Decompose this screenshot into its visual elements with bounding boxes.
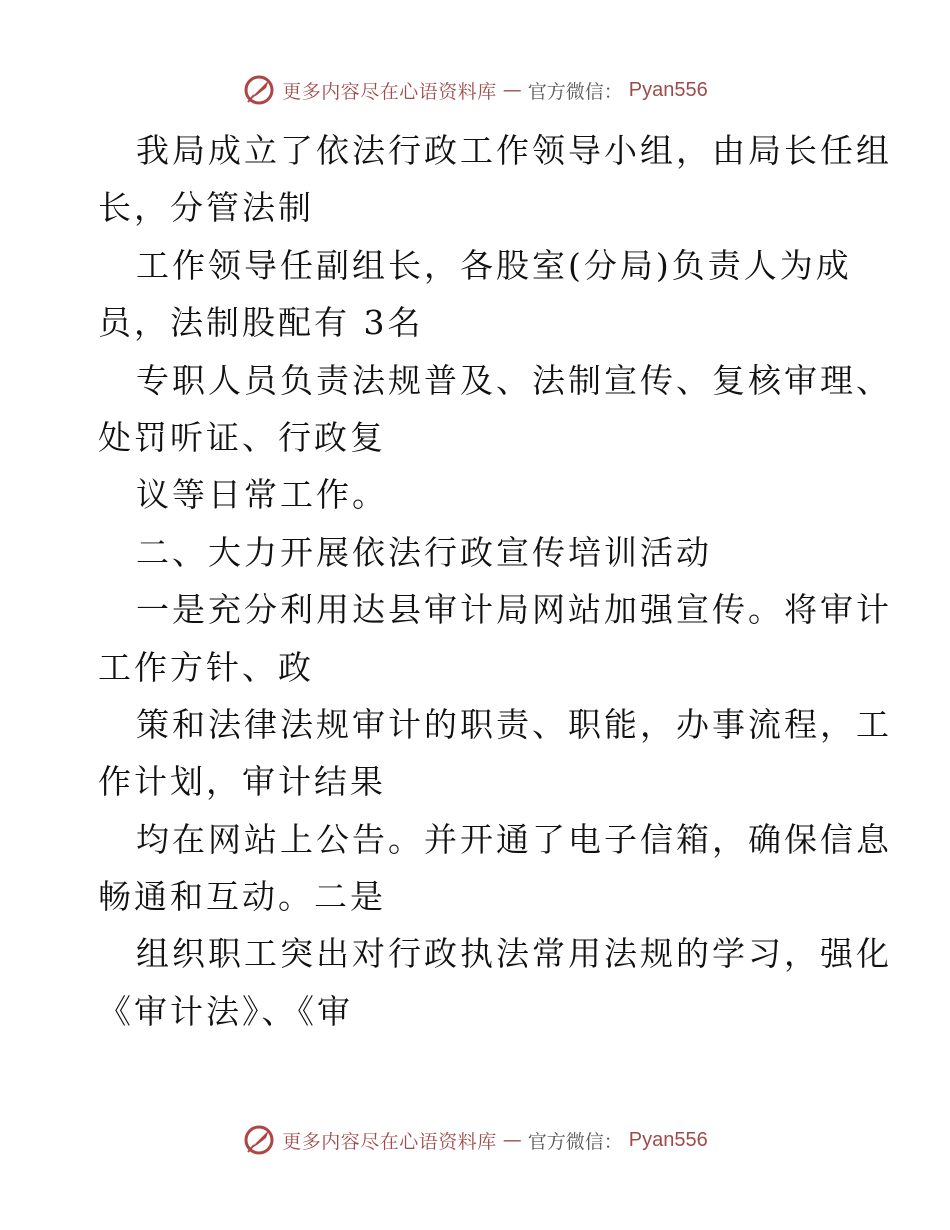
watermark-wechat-id: Pyan556 — [628, 1128, 708, 1151]
text-line: 长，分管法制 — [98, 188, 314, 228]
text-line: 组织职工突出对行政执法常用法规的学习，强化 — [136, 934, 892, 974]
watermark-separator: — — [502, 1129, 522, 1151]
watermark-separator: — — [502, 79, 522, 101]
watermark-wechat-id: Pyan556 — [628, 78, 708, 101]
text-line: 一是充分利用达县审计局网站加强宣传。将审计 — [136, 590, 892, 630]
text-line: 畅通和互动。二是 — [98, 877, 386, 917]
watermark-official-label: 官方微信： — [527, 80, 623, 103]
document-body — [98, 122, 892, 1040]
text-line: 工作领导任副组长，各股室(分局)负责人为成 — [136, 245, 852, 285]
quill-logo-icon — [242, 1123, 276, 1157]
text-line: 作计划，审计结果 — [98, 762, 386, 802]
text-line: 策和法律法规审计的职责、职能，办事流程，工 — [136, 704, 892, 744]
text-line: 我局成立了依法行政工作领导小组，由局长任组 — [136, 131, 892, 170]
text-line: 议等日常工作。 — [136, 475, 388, 515]
text-line: 员，法制股配有 3名 — [98, 303, 424, 343]
text-line: 工作方针、政 — [98, 647, 314, 687]
text-line: 处罚听证、行政复 — [98, 417, 386, 457]
watermark-text: 更多内容尽在心语资料库 — [282, 80, 497, 103]
header-watermark — [0, 70, 950, 110]
text-line: 《审计法》、《审 — [98, 991, 353, 1031]
watermark-official-label: 官方微信： — [527, 1130, 623, 1153]
watermark-text: 更多内容尽在心语资料库 — [282, 1130, 497, 1153]
text-line: 专职人员负责法规普及、法制宣传、复核审理、 — [136, 360, 892, 400]
section-heading: 二、大力开展依法行政宣传培训活动 — [136, 532, 712, 572]
footer-watermark — [0, 1120, 950, 1160]
quill-logo-icon — [242, 73, 276, 107]
text-line: 均在网站上公告。并开通了电子信箱，确保信息 — [136, 819, 892, 859]
